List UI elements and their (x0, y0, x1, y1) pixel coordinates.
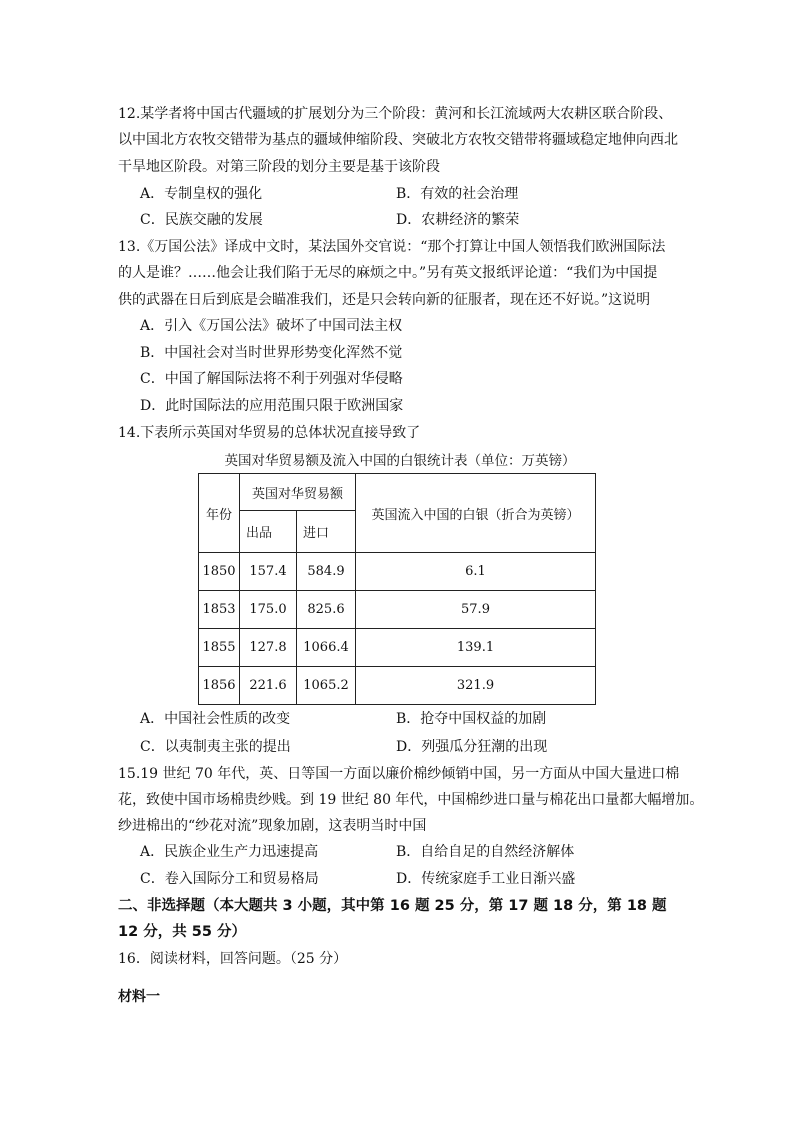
header-export: 出品 (240, 511, 297, 553)
q14-option-d: D．列强瓜分狂潮的出现 (396, 739, 548, 755)
cell-year: 1856 (199, 667, 240, 705)
q15-option-b: B．自给自足的自然经济解体 (396, 844, 575, 860)
q13-stem-line-3: 供的武器在日后到底是会瞄准我们，还是只会转向新的征服者，现在还不好说。”这说明 (118, 292, 651, 308)
q13-stem-line-1: 13.《万国公法》译成中文时，某法国外交官说：“那个打算让中国人领悟我们欧洲国际法 (118, 239, 666, 255)
trade-table (198, 473, 596, 705)
cell-export: 157.4 (240, 553, 297, 591)
section2-heading-line-1: 二、非选择题（本大题共 3 小题，其中第 16 题 25 分，第 17 题 18 分，第 18 题 (118, 898, 667, 914)
q15-option-c: C．卷入国际分工和贸易格局 (140, 871, 319, 887)
cell-silver: 6.1 (356, 553, 596, 591)
q12-option-a: A．专制皇权的强化 (140, 186, 263, 202)
table-caption: 英国对华贸易额及流入中国的白银统计表（单位：万英镑） (224, 453, 576, 469)
q15-option-a: A．民族企业生产力迅速提高 (140, 844, 319, 860)
table-row (199, 629, 596, 667)
q13-option-b: B．中国社会对当时世界形势变化浑然不觉 (140, 345, 403, 361)
q13-option-d: D．此时国际法的应用范围只限于欧洲国家 (140, 398, 404, 414)
q12-stem-line-3: 干旱地区阶段。对第三阶段的划分主要是基于该阶段 (118, 159, 440, 175)
cell-silver: 321.9 (356, 667, 596, 705)
q14-option-c: C．以夷制夷主张的提出 (140, 739, 291, 755)
q14-option-b: B．抢夺中国权益的加剧 (396, 711, 547, 727)
cell-silver: 57.9 (356, 591, 596, 629)
header-year: 年份 (199, 474, 240, 553)
cell-year: 1855 (199, 629, 240, 667)
cell-import: 1065.2 (297, 667, 356, 705)
q16-stem: 16．阅读材料，回答问题。（25 分） (118, 951, 348, 967)
section2-heading-line-2: 12 分，共 55 分） (118, 924, 247, 940)
q12-option-c: C．民族交融的发展 (140, 212, 263, 228)
cell-import: 584.9 (297, 553, 356, 591)
q12-option-b: B．有效的社会治理 (396, 186, 519, 202)
cell-year: 1850 (199, 553, 240, 591)
cell-export: 127.8 (240, 629, 297, 667)
cell-silver: 139.1 (356, 629, 596, 667)
q15-stem-line-1: 15.19 世纪 70 年代，英、日等国一方面以廉价棉纱倾销中国，另一方面从中国大量进口棉 (118, 766, 680, 782)
q13-option-c: C．中国了解国际法将不利于列强对华侵略 (140, 371, 403, 387)
q15-stem-line-3: 纱进棉出的“纱花对流”现象加剧，这表明当时中国 (118, 818, 427, 834)
cell-export: 221.6 (240, 667, 297, 705)
q14-option-a: A．中国社会性质的改变 (140, 711, 291, 727)
cell-import: 1066.4 (297, 629, 356, 667)
q15-stem-line-2: 花，致使中国市场棉贵纱贱。到 19 世纪 80 年代，中国棉纱进口量与棉花出口量都大幅增加。 (118, 792, 704, 808)
header-import: 进口 (297, 511, 356, 553)
header-silver: 英国流入中国的白银（折合为英镑） (356, 474, 596, 553)
table-row (199, 667, 596, 705)
q12-stem-line-2: 以中国北方农牧交错带为基点的疆域伸缩阶段、突破北方农牧交错带将疆域稳定地伸向西北 (118, 132, 678, 148)
q16-material-label: 材料一 (118, 989, 160, 1005)
table-row (199, 553, 596, 591)
table-row (199, 591, 596, 629)
table-header-row (199, 474, 596, 511)
cell-export: 175.0 (240, 591, 297, 629)
q15-option-d: D．传统家庭手工业日渐兴盛 (396, 871, 576, 887)
header-trade: 英国对华贸易额 (240, 474, 356, 511)
q14-stem: 14.下表所示英国对华贸易的总体状况直接导致了 (118, 425, 421, 441)
cell-year: 1853 (199, 591, 240, 629)
q12-stem-line-1: 12.某学者将中国古代疆域的扩展划分为三个阶段：黄河和长江流域两大农耕区联合阶段、 (118, 106, 673, 122)
cell-import: 825.6 (297, 591, 356, 629)
q13-option-a: A．引入《万国公法》破坏了中国司法主权 (140, 318, 403, 334)
q12-option-d: D．农耕经济的繁荣 (396, 212, 520, 228)
q13-stem-line-2: 的人是谁？……他会让我们陷于无尽的麻烦之中。”另有英文报纸评论道：“我们为中国提 (118, 265, 658, 281)
